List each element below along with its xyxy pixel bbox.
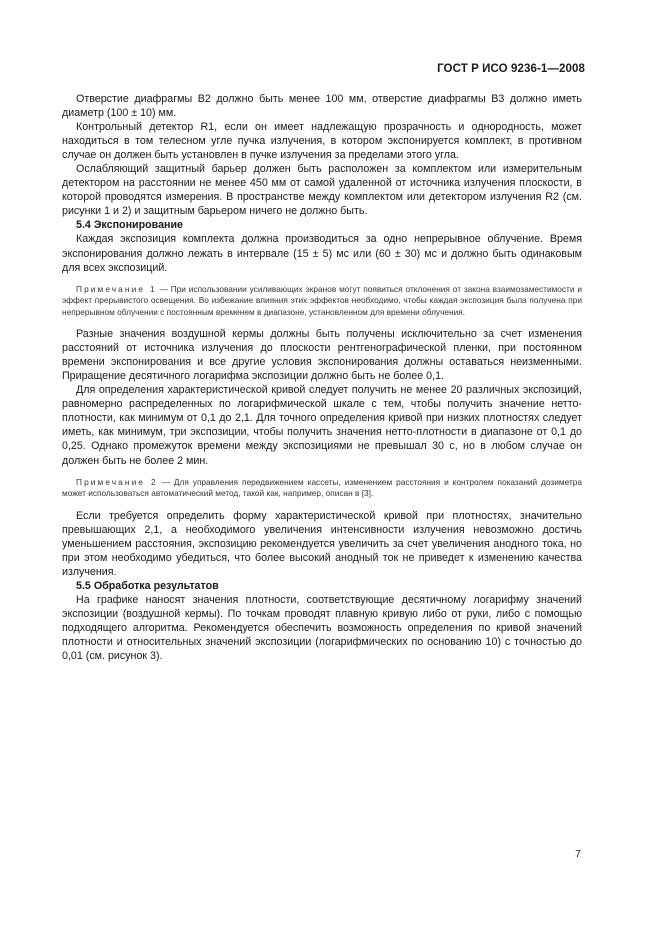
note-2-text: — Для управления передвижением кассеты, изменением расстояния и контролем показаний дозиметра может использоваться автоматический метод, такой как, например, описан в [3]. <box>62 476 582 499</box>
document-header: ГОСТ Р ИСО 9236-1—2008 <box>437 63 585 75</box>
section-heading-exposure: 5.4 Экспонирование <box>76 219 183 232</box>
section-heading-results: 5.5 Обработка результатов <box>76 579 219 592</box>
paragraph-results-processing: На графике наносят значения плотности, соответствующие десятичному логарифму значений экспозиции (воздушной кермы). По точкам проводят плавную кривую либо от руки, либо с помощью подходящего алгоритма. Рекомендуется обеспечить возможность определения по кривой значений плотности и относительных значений экспозиции (логарифмических по основанию 10) с точностью до 0,01 (см. рисунок 3). <box>62 593 582 663</box>
paragraph-high-density: Если требуется определить форму характеристической кривой при плотностях, значительно превышающих 2,1, а необходимого увеличения интенсивности излучения невозможно достичь уменьшением расстояния, экспозицию рекомендуется увеличить за счет увеличения анодного тока, но при этом необходимо убедиться, что более высокий анодный ток не приведет к изменению качества излучения. <box>62 509 582 578</box>
paragraph-protective-barrier: Ослабляющий защитный барьер должен быть расположен за комплектом или измерительным детектором на расстоянии не менее 450 мм от самой удаленной от источника излучения плоскости, в которой проводятся измерения. В пространстве между комплектом или детектором излучения R2 (см. рисунки 1 и 2) и защитным барьером ничего не должно быть. <box>62 163 582 218</box>
note-2 <box>62 477 582 500</box>
paragraph-air-kerma: Разные значения воздушной кермы должны быть получены исключительно за счет изменения расстояний от источника излучения до плоскости рентгенографической пленки, при постоянном времени экспонирования и все другие условия экспонирования должны оставаться неизменными. Приращение десятичного логарифма экспозиции должно быть не более 0,1. <box>62 328 582 383</box>
note-1-text: — При использовании усиливающих экранов могут появиться отклонения от закона взаимозаместимости и эффект прерывистого освещения. Во избежание влияния этих эффектов необходимо, чтобы каждая экспозиция была получена при непрерывном облучении с постоянным временем в диапазоне, установленном для времени облучения. <box>62 283 582 317</box>
page-number: 7 <box>575 848 581 860</box>
note-2-label: Примечание 2 <box>76 476 158 487</box>
paragraph-aperture: Отверстие диафрагмы B2 должно быть менее 100 мм, отверстие диафрагмы B3 должно иметь диаметр (100 ± 10) мм. <box>62 93 582 120</box>
paragraph-control-detector: Контрольный детектор R1, если он имеет надлежащую прозрачность и однородность, может находиться в том телесном угле пучка излучения, в котором экспонируется комплект, в противном случае он должен быть установлен в пучке излучения за пределами этого угла. <box>62 121 582 162</box>
note-1-label: Примечание 1 <box>76 283 157 294</box>
note-1 <box>62 284 582 319</box>
paragraph-characteristic-curve: Для определения характеристической кривой следует получить не менее 20 различных экспозиций, равномерно распределенных по логарифмической шкале с тем, чтобы получить значение нетто-плотности, как минимум от 0,1 до 2,1. Для точного определения кривой при низких плотностях следует иметь, как минимум, три экспозиции, чтобы получить значения нетто-плотности в диапазоне от 0,1 до 0,25. Однако промежуток времени между экспозициями не превышал 30 с, но в любом случае он должен быть не более 2 мин. <box>62 384 582 467</box>
paragraph-exposure-time: Каждая экспозиция комплекта должна производиться за одно непрерывное облучение. Время экспонирования должно лежать в интервале (15 ± 5) мс или (60 ± 30) мс и должно быть одинаковым для всех экспозиций. <box>62 233 582 274</box>
page-body <box>62 92 582 663</box>
